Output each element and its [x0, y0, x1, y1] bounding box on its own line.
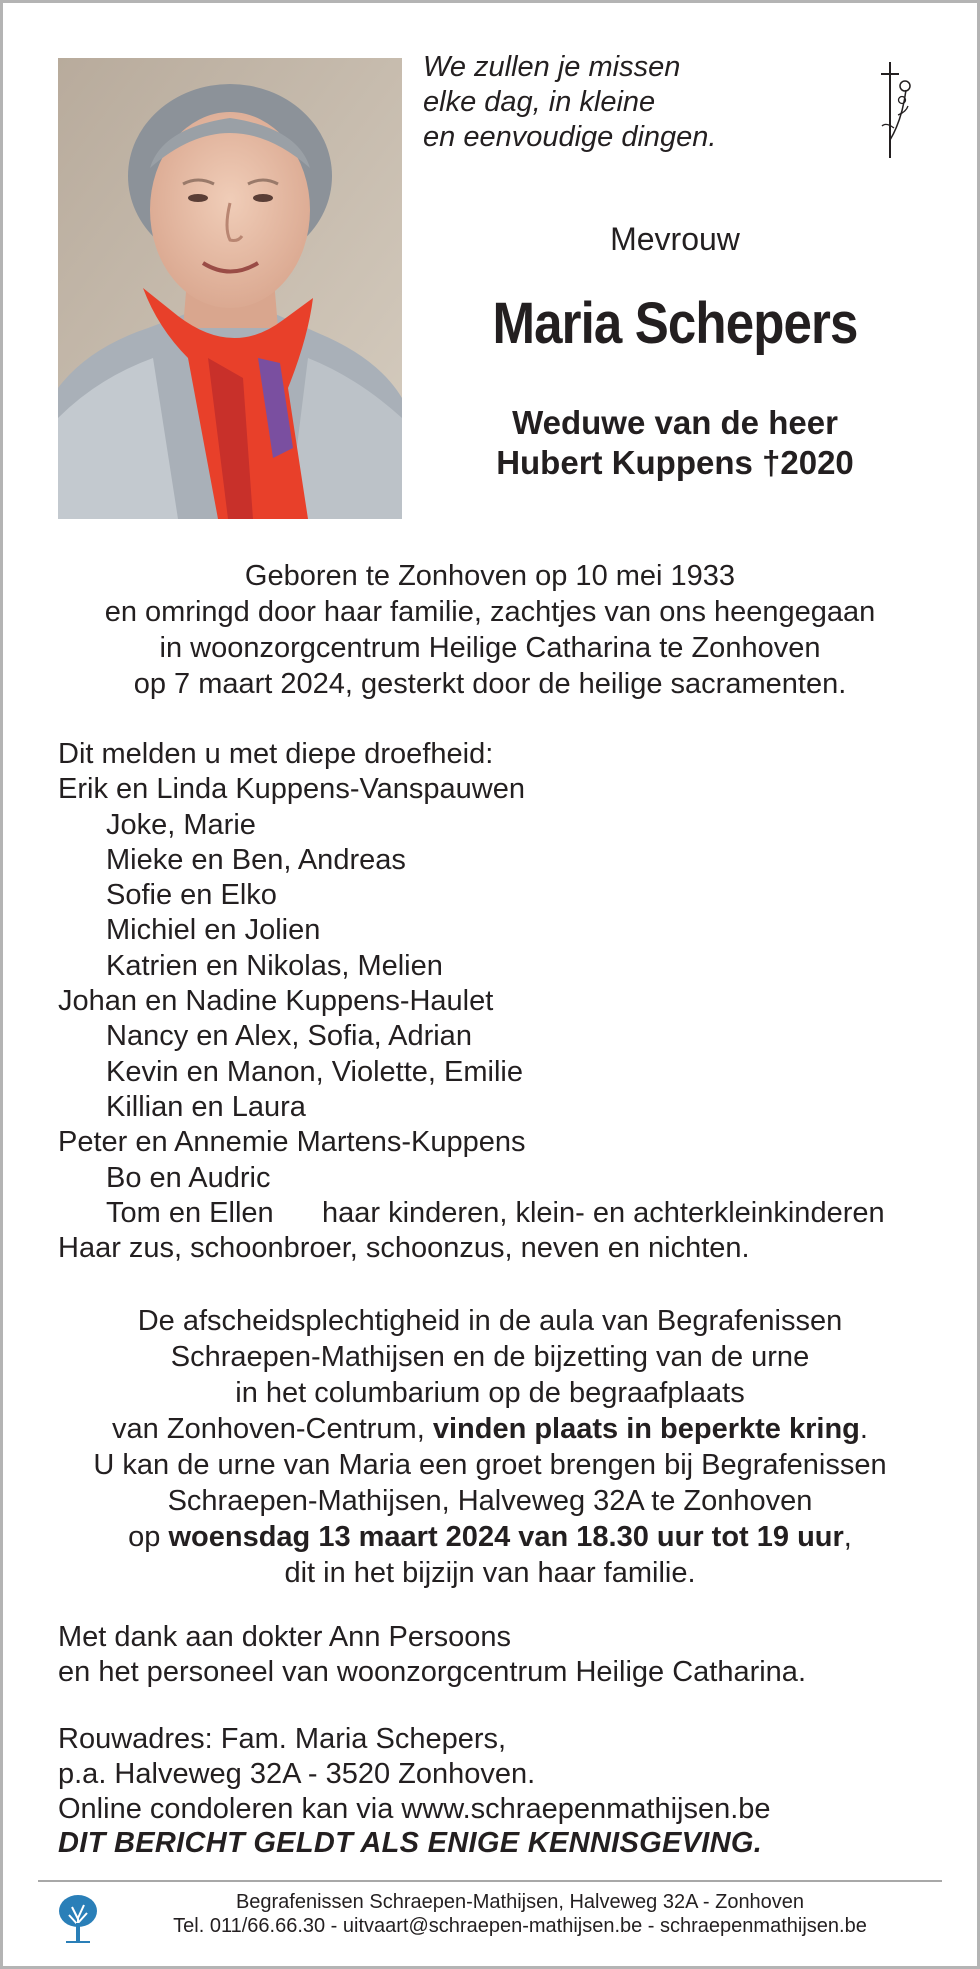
deceased-name: Maria Schepers — [492, 291, 858, 356]
notice-statement: DIT BERICHT GELDT ALS ENIGE KENNISGEVING. — [58, 1827, 763, 1859]
address-line: p.a. Halveweg 32A - 3520 Zonhoven. — [58, 1758, 536, 1790]
cross-icon — [872, 60, 916, 160]
footer-line: Begrafenissen Schraepen-Mathijsen, Halveweg 32A - Zonhoven — [235, 1891, 805, 1913]
info-line: en omringd door haar familie, zachtjes van ons heengegaan — [104, 596, 876, 628]
info-line: in woonzorgcentrum Heilige Catharina te Zonhoven — [159, 632, 821, 664]
family-member: Mieke en Ben, Andreas — [106, 843, 406, 876]
tree-logo-icon — [56, 1893, 100, 1943]
family-member: Katrien en Nikolas, Melien — [106, 949, 443, 982]
family-member: Johan en Nadine Kuppens-Haulet — [58, 985, 494, 1018]
family-member: Nancy en Alex, Sofia, Adrian — [106, 1020, 472, 1053]
honorific: Mevrouw — [610, 221, 740, 257]
memorial-quote: We zullen je missen elke dag, in kleine en eenvoudige dingen. — [423, 51, 717, 153]
family-member: Michiel en Jolien — [106, 914, 321, 947]
portrait-photo — [58, 58, 402, 519]
footer-contact: Tel. 011/66.66.30 - uitvaart@schraepen-mathijsen.be - schraepenmathijsen.be — [173, 1915, 867, 1937]
family-member-last — [58, 1196, 885, 1231]
family-list — [58, 737, 885, 1266]
family-member: Joke, Marie — [106, 808, 256, 841]
family-member: Bo en Audric — [106, 1161, 271, 1194]
thanks-note — [58, 1620, 806, 1690]
mourning-address — [58, 1722, 771, 1827]
footer-divider — [38, 1880, 942, 1882]
birth-death-info — [40, 558, 940, 702]
family-member: Tom en Ellen — [106, 1196, 274, 1229]
ceremony-info — [40, 1303, 940, 1591]
ceremony-line: U kan de urne van Maria een groet brengen bij Begrafenissen — [93, 1449, 887, 1481]
thanks-line: Met dank aan dokter Ann Persoons — [58, 1621, 512, 1653]
ceremony-text: op — [128, 1521, 169, 1553]
ceremony-line — [40, 1519, 940, 1555]
ceremony-line: De afscheidsplechtigheid in de aula van Begrafenissen — [137, 1305, 843, 1337]
ceremony-text: , — [843, 1521, 852, 1553]
spouse-info — [430, 403, 920, 483]
ceremony-line: Schraepen-Mathijsen, Halveweg 32A te Zonhoven — [167, 1485, 813, 1517]
ceremony-line: Schraepen-Mathijsen en de bijzetting van de urne — [170, 1341, 810, 1373]
visit-datetime: woensdag 13 maart 2024 van 18.30 uur tot 19 uur — [168, 1521, 844, 1553]
family-intro: Dit melden u met diepe droefheid: — [58, 738, 494, 770]
family-member: Kevin en Manon, Violette, Emilie — [106, 1055, 523, 1088]
family-member: Sofie en Elko — [106, 879, 277, 912]
ceremony-line: dit in het bijzijn van haar familie. — [284, 1557, 696, 1589]
address-line: Rouwadres: Fam. Maria Schepers, — [58, 1723, 507, 1755]
family-member: Erik en Linda Kuppens-Vanspauwen — [58, 773, 526, 806]
ceremony-text: van Zonhoven-Centrum, — [112, 1413, 433, 1445]
funeral-home-footer — [100, 1890, 940, 1938]
ceremony-text: . — [859, 1413, 868, 1445]
ceremony-emphasis: vinden plaats in beperkte kring — [432, 1413, 860, 1445]
family-member: Peter en Annemie Martens-Kuppens — [58, 1126, 526, 1159]
spouse-line: Weduwe van de heer — [512, 404, 838, 441]
condolence-line: Online condoleren kan via www.schraepenmathijsen.be — [58, 1793, 771, 1825]
descendants-label: haar kinderen, klein- en achterkleinkinderen — [322, 1196, 885, 1229]
relatives: Haar zus, schoonbroer, schoonzus, neven en nichten. — [58, 1232, 750, 1265]
thanks-line: en het personeel van woonzorgcentrum Heilige Catharina. — [58, 1656, 806, 1688]
info-line: op 7 maart 2024, gesterkt door de heilige sacramenten. — [133, 668, 847, 700]
spouse-line: Hubert Kuppens †2020 — [496, 444, 854, 481]
info-line: Geboren te Zonhoven op 10 mei 1933 — [244, 560, 736, 592]
ceremony-line — [40, 1411, 940, 1447]
ceremony-line: in het columbarium op de begraafplaats — [235, 1377, 745, 1409]
family-member: Killian en Laura — [106, 1090, 306, 1123]
